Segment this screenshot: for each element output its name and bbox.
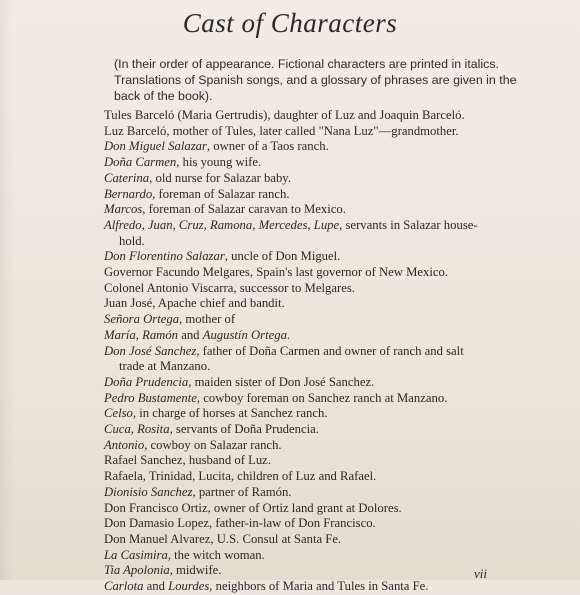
character-name-italic: Dionisio Sanchez	[104, 484, 193, 499]
page-number: vii	[474, 566, 487, 581]
cast-list	[104, 108, 544, 595]
entry-text: , maiden sister of Don José Sanchez.	[188, 374, 375, 389]
cast-entry	[104, 218, 544, 249]
cast-entry	[104, 422, 544, 438]
entry-text: , old nurse for Salazar baby.	[149, 170, 291, 185]
entry-continuation: hold.	[119, 233, 145, 248]
entry-text: .	[286, 327, 291, 342]
character-name-italic: Don Florentino Salazar	[104, 249, 225, 264]
entry-text: Rafael Sanchez, husband of Luz.	[104, 453, 271, 468]
entry-text: , cowboy foreman on Sanchez ranch at Manzano.	[196, 390, 448, 405]
entry-text: , cowboy on Salazar ranch.	[144, 437, 282, 452]
entry-text: Rafaela, Trinidad, Lucita, children of Luz and Rafael.	[104, 469, 377, 484]
cast-entry	[104, 548, 544, 564]
entry-text: Juan José, Apache chief and bandit.	[104, 296, 285, 311]
entry-text: , midwife.	[169, 563, 222, 578]
entry-text: , father of Doña Carmen and owner of ranch and salt	[196, 343, 464, 358]
entry-text: Don Manuel Alvarez, U.S. Consul at Santa Fe.	[104, 531, 342, 546]
character-name-italic: Pedro Bustamente	[104, 390, 197, 405]
character-name-italic: Celso	[104, 406, 133, 421]
intro-line: Translations of Spanish songs, and a glossary of phrases are given in the	[114, 73, 517, 87]
entry-continuation: trade at Manzano.	[119, 359, 211, 374]
cast-entry	[104, 155, 544, 171]
cast-entry	[104, 375, 544, 391]
entry-text: Luz Barceló, mother of Tules, later called "Nana Luz"—grandmother.	[104, 123, 459, 138]
entry-text: , his young wife.	[176, 155, 262, 170]
cast-entry	[104, 391, 544, 407]
entry-text: , owner of a Taos ranch.	[206, 139, 329, 154]
cast-entry	[104, 171, 544, 187]
character-name-italic: Doña Prudencia	[104, 374, 189, 389]
cast-entry	[104, 202, 544, 218]
cast-entry	[104, 124, 544, 140]
cast-entry	[104, 501, 544, 517]
entry-text: , uncle of Don Miguel.	[224, 249, 341, 264]
character-name-italic: Lourdes	[168, 579, 210, 594]
entry-text: , servants of Doña Prudencia.	[169, 422, 319, 437]
intro-line: (In their order of appearance. Fictional characters are printed in italics.	[114, 57, 499, 71]
cast-entry	[104, 265, 544, 281]
entry-text: Governor Facundo Melgares, Spain's last governor of New Mexico.	[104, 265, 449, 280]
entry-text: , the witch woman.	[167, 547, 265, 562]
entry-text: , mother of	[179, 312, 236, 327]
cast-entry	[104, 328, 544, 344]
cast-entry	[104, 469, 544, 485]
cast-entry	[104, 296, 544, 312]
cast-entry	[104, 438, 544, 454]
entry-text: , neighbors of Maria and Tules in Santa Fe.	[209, 579, 429, 594]
page-shadow	[0, 0, 14, 580]
entry-text: , servants in Salazar house-	[339, 217, 478, 232]
entry-text: and	[178, 327, 203, 342]
character-name-italic: La Casimira	[104, 547, 168, 562]
cast-entry	[104, 249, 544, 265]
entry-text: , foreman of Salazar caravan to Mexico.	[142, 202, 346, 217]
cast-entry	[104, 532, 544, 548]
cast-entry	[104, 344, 544, 375]
cast-entry	[104, 312, 544, 328]
entry-text: and	[143, 579, 169, 594]
character-name-italic: Don José Sanchez	[104, 343, 197, 358]
cast-entry	[104, 485, 544, 501]
entry-text: Don Damasio Lopez, father-in-law of Don Francisco.	[104, 516, 376, 531]
cast-entry	[104, 516, 544, 532]
entry-text: , foreman of Salazar ranch.	[152, 186, 290, 201]
cast-entry	[104, 139, 544, 155]
intro-note	[114, 56, 517, 104]
intro-line: back of the book).	[114, 89, 213, 103]
cast-entry	[104, 187, 544, 203]
character-name-italic: Bernardo	[104, 186, 153, 201]
character-name-italic: Señora Ortega	[104, 312, 180, 327]
character-name-italic: Cuca, Rosita	[104, 422, 170, 437]
character-name-italic: Carlota	[104, 579, 144, 594]
entry-text: Don Francisco Ortiz, owner of Ortiz land grant at Dolores.	[104, 500, 402, 515]
entry-text: Colonel Antonio Viscarra, successor to Melgares.	[104, 280, 355, 295]
cast-entry	[104, 281, 544, 297]
character-name-italic: Caterina	[104, 170, 150, 185]
character-name-italic: Don Miguel Salazar	[104, 139, 207, 154]
character-name-italic: Doña Carmen	[104, 155, 177, 170]
character-name-italic: Antonio	[104, 437, 145, 452]
cast-entry	[104, 406, 544, 422]
character-name-italic: Marcos	[104, 202, 143, 217]
character-name-italic: Augustín Ortega	[202, 327, 287, 342]
entry-text: , partner of Ramón.	[192, 484, 292, 499]
character-name-italic: María, Ramón	[104, 327, 179, 342]
character-name-italic: Tia Apolonia	[104, 563, 170, 578]
page-title: Cast of Characters	[182, 8, 398, 38]
entry-text: Tules Barceló (Maria Gertrudis), daughter of Luz and Joaquin Barceló.	[104, 108, 465, 122]
cast-entry	[104, 453, 544, 469]
cast-entry	[104, 108, 544, 124]
entry-text: , in charge of horses at Sanchez ranch.	[132, 406, 328, 421]
character-name-italic: Alfredo, Juan, Cruz, Ramona, Mercedes, Lupe	[104, 217, 340, 232]
